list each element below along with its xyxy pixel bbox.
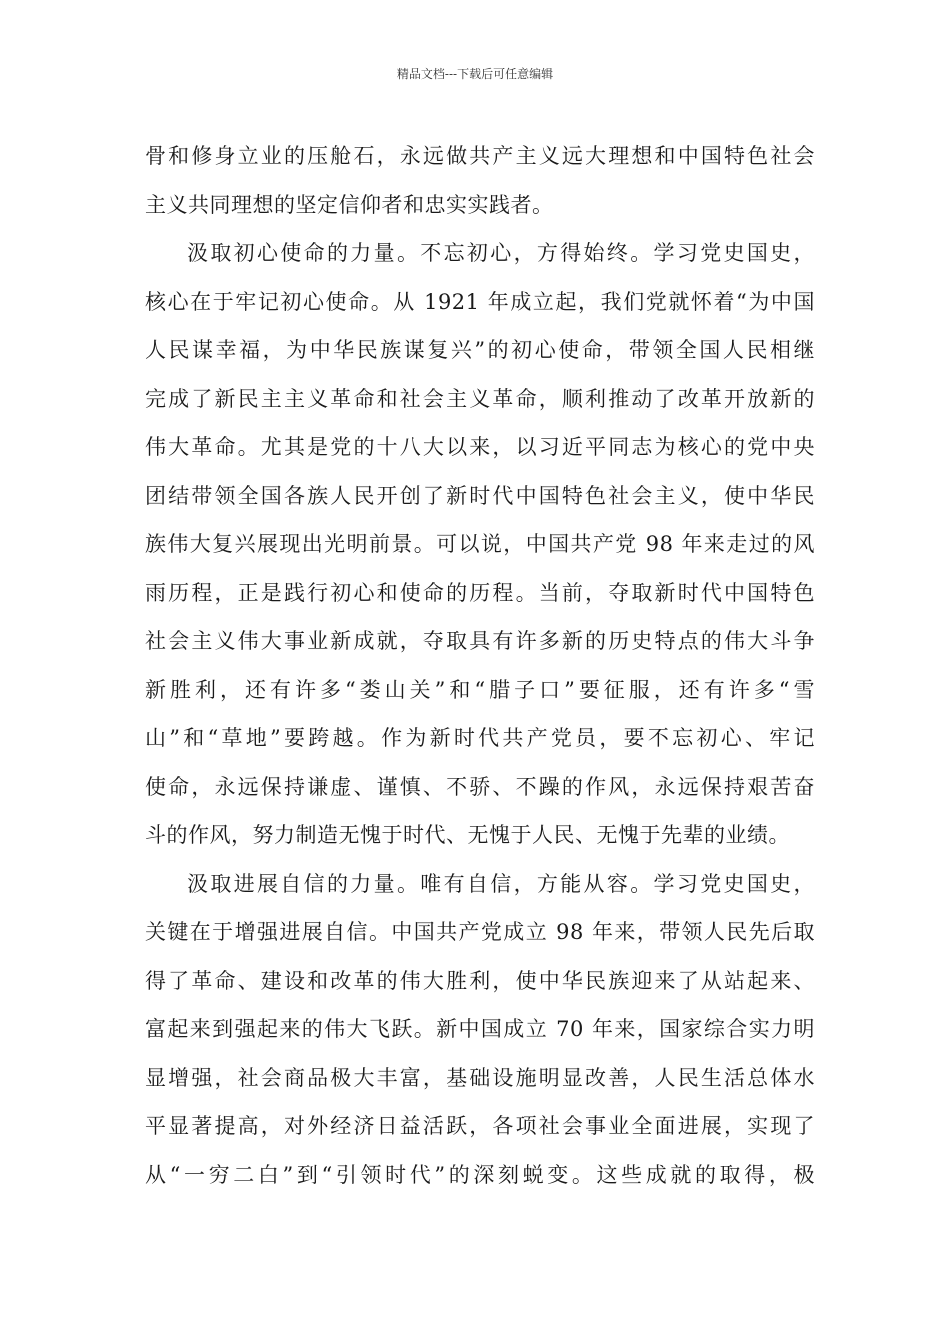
text-line: 使命，永远保持谦虚、谨慎、不骄、不躁的作风，永远保持艰苦奋 bbox=[145, 774, 815, 799]
text-line: 从“一穷二白”到“引领时代”的深刻蜕变。这些成就的取得，极 bbox=[145, 1162, 815, 1187]
text-line: 核心在于牢记初心使命。从 1921 年成立起，我们党就怀着“为中国 bbox=[145, 289, 815, 314]
text-line: 雨历程，正是践行初心和使命的历程。当前，夺取新时代中国特色 bbox=[145, 580, 815, 605]
text-line: 平显著提高，对外经济日益活跃，各项社会事业全面进展，实现了 bbox=[145, 1114, 815, 1138]
text-line: 主义共同理想的坚定信仰者和忠实实践者。 bbox=[145, 192, 554, 217]
text-line: 骨和修身立业的压舱石，永远做共产主义远大理想和中国特色社会 bbox=[145, 144, 815, 168]
text-line: 富起来到强起来的伟大飞跃。新中国成立 70 年来，国家综合实力明 bbox=[145, 1017, 815, 1041]
text-line: 族伟大复兴展现出光明前景。可以说，中国共产党 98 年来走过的风 bbox=[145, 532, 815, 556]
body-text bbox=[145, 132, 815, 1199]
paragraph-first-line: 汲取初心使命的力量。不忘初心，方得始终。学习党史国史， bbox=[187, 241, 815, 265]
page-header: 精品文档---下载后可任意编辑 bbox=[396, 67, 554, 81]
text-line: 斗的作风，努力制造无愧于时代、无愧于人民、无愧于先辈的业绩。 bbox=[145, 823, 790, 847]
text-line: 伟大革命。尤其是党的十八大以来，以习近平同志为核心的党中央 bbox=[145, 435, 815, 459]
text-line: 团结带领全国各族人民开创了新时代中国特色社会主义，使中华民 bbox=[145, 483, 815, 508]
text-line: 显增强，社会商品极大丰富，基础设施明显改善，人民生活总体水 bbox=[145, 1065, 815, 1090]
text-line: 新胜利，还有许多“娄山关”和“腊子口”要征服，还有许多“雪 bbox=[145, 677, 815, 702]
text-line: 得了革命、建设和改革的伟大胜利，使中华民族迎来了从站起来、 bbox=[145, 968, 815, 993]
paragraph-first-line: 汲取进展自信的力量。唯有自信，方能从容。学习党史国史， bbox=[187, 871, 815, 896]
text-line: 社会主义伟大事业新成就，夺取具有许多新的历史特点的伟大斗争 bbox=[145, 629, 815, 653]
text-line: 完成了新民主主义革命和社会主义革命，顺利推动了改革开放新的 bbox=[145, 386, 815, 411]
text-line: 关键在于增强进展自信。中国共产党成立 98 年来，带领人民先后取 bbox=[145, 920, 815, 944]
text-line: 人民谋幸福，为中华民族谋复兴”的初心使命，带领全国人民相继 bbox=[145, 338, 815, 362]
text-line: 山”和“草地”要跨越。作为新时代共产党员，要不忘初心、牢记 bbox=[145, 726, 815, 750]
